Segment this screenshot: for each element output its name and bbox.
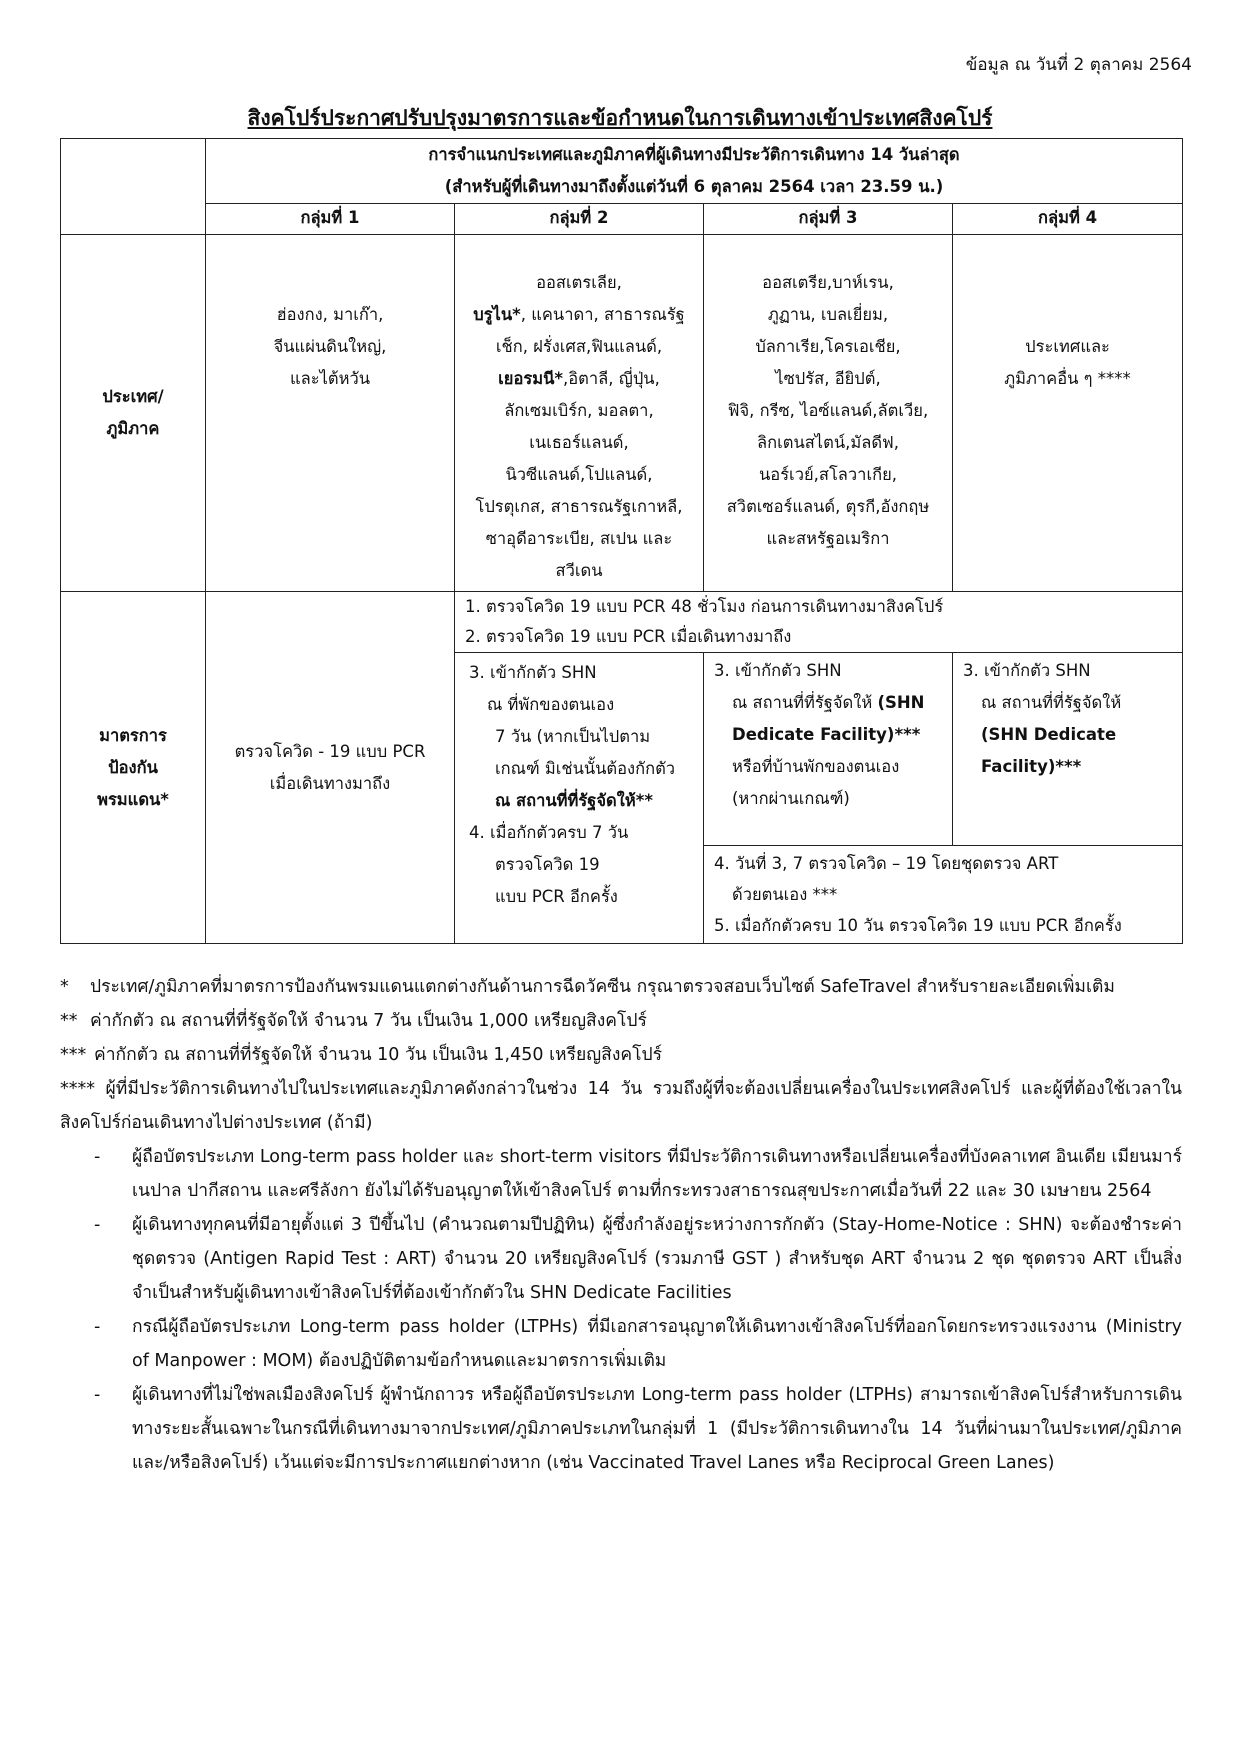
country-line: นอร์เวย์,สโลวาเกีย,	[759, 465, 897, 484]
bullet-dash: -	[94, 1385, 101, 1405]
footnote-mark: **	[60, 1011, 78, 1031]
bullet-text: กรณีผู้ถือบัตรประเภท Long-term pass holder (LTPHs) ที่มีเอกสารอนุญาตให้เดินทางเข้าสิงคโปร์ที่ออกโดยกระทรวงแรงงาน (Ministry of Manpower : MOM) ต้องปฏิบัติตามข้อกำหนดและมาตรการเพิ่มเติม	[132, 1317, 1182, 1371]
country-line: นิวซีแลนด์,โปแลนด์,	[505, 465, 653, 484]
measure-line: 5. เมื่อกักตัวครบ 10 วัน ตรวจโควิด 19 แบบ PCR อีกครั้ง	[714, 916, 1122, 935]
footnote-mark: ****	[60, 1079, 95, 1099]
country-line	[455, 299, 703, 331]
row-label-line: พรมแดน*	[97, 789, 169, 809]
group-1-countries	[206, 235, 455, 592]
footnote-mark: ***	[60, 1045, 87, 1065]
country-line: ซาอุดีอาระเบีย, สเปน และ	[485, 529, 673, 548]
header-line-2: (สำหรับผู้ที่เดินทางมาถึงตั้งแต่วันที่ 6 ตุลาคม 2564 เวลา 23.59 น.)	[444, 177, 944, 196]
group-4-countries	[953, 235, 1183, 592]
country-highlight: เยอรมนี*	[498, 369, 564, 388]
bullet-item	[60, 1310, 1182, 1378]
bullet-dash: -	[94, 1147, 101, 1167]
date-line: ข้อมูล ณ วันที่ 2 ตุลาคม 2564	[965, 55, 1192, 75]
country-line: ออสเตรเลีย,	[536, 273, 622, 292]
footnote	[60, 1038, 1182, 1072]
group-4-header: กลุ่มที่ 4	[953, 204, 1183, 235]
measure-line: หรือที่บ้านพักของตนเอง	[732, 757, 900, 776]
country-line: ภูฏาน, เบลเยี่ยม,	[767, 305, 889, 324]
country-line: ฟิจิ, กรีซ, ไอซ์แลนด์,ลัตเวีย,	[727, 401, 929, 420]
group-2-countries	[455, 235, 704, 592]
measure-line: 3. เข้ากักตัว SHN	[714, 661, 842, 680]
measure-line: เมื่อเดินทางมาถึง	[269, 773, 391, 793]
measure-line: 3. เข้ากักตัว SHN	[469, 663, 597, 682]
measure-text: ณ สถานที่ที่รัฐจัดให้	[732, 693, 878, 712]
measure-line-bold: Dedicate Facility)***	[732, 725, 921, 744]
row-label-line: มาตรการ	[99, 725, 167, 745]
footnotes	[60, 970, 1182, 1480]
measure-line: 1. ตรวจโควิด 19 แบบ PCR 48 ชั่วโมง ก่อนการเดินทางมาสิงคโปร์	[465, 597, 944, 616]
footnote-mark: *	[60, 977, 69, 997]
footnote-text: ค่ากักตัว ณ สถานที่ที่รัฐจัดให้ จำนวน 10 วัน เป็นเงิน 1,450 เหรียญสิงคโปร์	[94, 1045, 662, 1065]
country-line: และไต้หวัน	[289, 369, 371, 388]
travel-measures-table	[60, 138, 1183, 944]
measure-line-bold: (SHN Dedicate	[981, 725, 1117, 744]
group-4-measures	[953, 653, 1183, 846]
group-3-countries	[704, 235, 953, 592]
bullet-item	[60, 1140, 1182, 1208]
footnote-text: ค่ากักตัว ณ สถานที่ที่รัฐจัดให้ จำนวน 7 วัน เป็นเงิน 1,000 เหรียญสิงคโปร์	[90, 1011, 647, 1031]
row-label-countries	[61, 235, 206, 592]
country-line: ไซปรัส, อียิปต์,	[775, 369, 881, 388]
country-text: , แคนาดา, สาธารณรัฐ	[520, 305, 685, 324]
country-line: สวิตเซอร์แลนด์, ตุรกี,อังกฤษ	[726, 497, 930, 516]
country-line: ภูมิภาคอื่น ๆ ****	[1004, 369, 1131, 388]
measure-line: ณ ที่พักของตนเอง	[487, 695, 615, 714]
measure-line-bold: Facility)***	[981, 757, 1082, 776]
row-label-line: ประเทศ/	[102, 387, 164, 406]
header-line-1: การจำแนกประเทศและภูมิภาคที่ผู้เดินทางมีประวัติการเดินทาง 14 วันล่าสุด	[428, 145, 960, 164]
country-line: ฮ่องกง, มาเก๊า,	[276, 305, 384, 324]
footnote-text: ผู้ที่มีประวัติการเดินทางไปในประเทศและภูมิภาคดังกล่าวในช่วง 14 วัน รวมถึงผู้ที่จะต้องเปลี่ยนเครื่องในประเทศสิงคโปร์ และผู้ที่ต้องใช้เวลาในสิงคโปร์ก่อนเดินทางไปต่างประเทศ (ถ้ามี)	[60, 1079, 1182, 1133]
country-line: ประเทศและ	[1025, 337, 1110, 356]
country-line: ลักเซมเบิร์ก, มอลตา,	[504, 401, 654, 420]
groups-3-4-measures	[704, 846, 1183, 944]
country-line: ลิกเตนสไตน์,มัลดีฟ,	[757, 433, 899, 452]
corner-cell	[61, 139, 206, 235]
row-label-measures	[61, 592, 206, 944]
country-line: สวีเดน	[555, 561, 603, 580]
bullet-dash: -	[94, 1317, 101, 1337]
country-line	[455, 363, 703, 395]
measure-line: 4. วันที่ 3, 7 ตรวจโควิด – 19 โดยชุดตรวจ ART	[714, 854, 1059, 873]
footnote-text: ประเทศ/ภูมิภาคที่มาตรการป้องกันพรมแดนแตกต่างกันด้านการฉีดวัคซีน กรุณาตรวจสอบเว็บไซต์ SafeTravel สำหรับรายละเอียดเพิ่มเติม	[90, 977, 1115, 997]
measure-line: 3. เข้ากักตัว SHN	[963, 661, 1091, 680]
measure-line: (หากผ่านเกณฑ์)	[732, 789, 850, 808]
country-highlight: บรูไน*	[473, 305, 521, 324]
country-line: บัลกาเรีย,โครเอเชีย,	[755, 337, 901, 356]
measure-line: ด้วยตนเอง ***	[732, 885, 838, 904]
country-line: เช็ก, ฝรั่งเศส,ฟินแลนด์,	[495, 337, 663, 356]
measure-line: ตรวจโควิด - 19 แบบ PCR	[234, 741, 426, 761]
footnote	[60, 970, 1182, 1004]
bullet-text: ผู้เดินทางทุกคนที่มีอายุตั้งแต่ 3 ปีขึ้นไป (คำนวณตามปีปฏิทิน) ผู้ซึ่งกำลังอยู่ระหว่างการกักตัว (Stay-Home-Notice : SHN) จะต้องชำระค่าชุดตรวจ (Antigen Rapid Test : ART) จำนวน 20 เหรียญสิงคโปร์ (รวมภาษี GST ) สำหรับชุด ART จำนวน 2 ชุด ชุดตรวจ ART เป็นสิ่งจำเป็นสำหรับผู้เดินทางเข้าสิงคโปร์ที่ต้องเข้ากักตัวใน SHN Dedicate Facilities	[132, 1215, 1182, 1303]
footnote	[60, 1004, 1182, 1038]
classification-header	[206, 139, 1183, 204]
bullet-item	[60, 1378, 1182, 1480]
page-title: สิงคโปร์ประกาศปรับปรุงมาตรการและข้อกำหนดในการเดินทางเข้าประเทศสิงคโปร์	[247, 106, 993, 130]
group-3-measures	[704, 653, 953, 846]
group-3-header: กลุ่มที่ 3	[704, 204, 953, 235]
country-text: ,อิตาลี, ญี่ปุ่น,	[563, 369, 660, 388]
bullet-item	[60, 1208, 1182, 1310]
measure-line-bold: ณ สถานที่ที่รัฐจัดให้**	[495, 791, 653, 810]
group-1-header: กลุ่มที่ 1	[206, 204, 455, 235]
country-line: ออสเตรีย,บาห์เรน,	[762, 273, 894, 292]
country-line: เนเธอร์แลนด์,	[529, 433, 629, 452]
measure-line: 7 วัน (หากเป็นไปตาม	[495, 727, 651, 746]
bullet-text: ผู้เดินทางที่ไม่ใช่พลเมืองสิงคโปร์ ผู้พำนักถาวร หรือผู้ถือบัตรประเภท Long-term pass holder (LTPHs) สามารถเข้าสิงคโปร์สำหรับการเดินทางระยะสั้นเฉพาะในกรณีที่เดินทางมาจากประเทศ/ภูมิภาคประเภทในกลุ่มที่ 1 (มีประวัติการเดินทางใน 14 วันที่ผ่านมาในประเทศ/ภูมิภาคและ/หรือสิงคโปร์) เว้นแต่จะมีการประกาศแยกต่างหาก (เช่น Vaccinated Travel Lanes หรือ Reciprocal Green Lanes)	[132, 1385, 1182, 1473]
country-line: โปรตุเกส, สาธารณรัฐเกาหลี,	[475, 497, 683, 516]
footnote	[60, 1072, 1182, 1140]
row-label-line: ป้องกัน	[108, 757, 158, 777]
row-label-line: ภูมิภาค	[106, 419, 160, 438]
country-line: และสหรัฐอเมริกา	[766, 529, 890, 548]
measure-line: แบบ PCR อีกครั้ง	[495, 887, 618, 906]
bullet-dash: -	[94, 1215, 101, 1235]
group-2-measures	[455, 653, 704, 944]
groups-2-4-common-measures	[455, 592, 1183, 653]
measure-line: 4. เมื่อกักตัวครบ 7 วัน	[469, 823, 629, 842]
measure-line: เกณฑ์ มิเช่นนั้นต้องกักตัว	[495, 759, 676, 778]
bullet-text: ผู้ถือบัตรประเภท Long-term pass holder และ short-term visitors ที่มีประวัติการเดินทางหรือเปลี่ยนเครื่องที่บังคลาเทศ อินเดีย เมียนมาร์ เนปาล ปากีสถาน และศรีลังกา ยังไม่ได้รับอนุญาตให้เข้าสิงคโปร์ ตามที่กระทรวงสาธารณสุขประกาศเมื่อวันที่ 22 และ 30 เมษายน 2564	[132, 1147, 1182, 1201]
measure-line	[714, 687, 952, 719]
country-line: จีนแผ่นดินใหญ่,	[273, 337, 387, 356]
measure-line: ตรวจโควิด 19	[495, 855, 600, 874]
measure-line: 2. ตรวจโควิด 19 แบบ PCR เมื่อเดินทางมาถึง	[465, 627, 792, 646]
measure-highlight: (SHN	[877, 693, 925, 712]
group-1-measures	[206, 592, 455, 944]
measure-line: ณ สถานที่ที่รัฐจัดให้	[981, 693, 1122, 712]
group-2-header: กลุ่มที่ 2	[455, 204, 704, 235]
